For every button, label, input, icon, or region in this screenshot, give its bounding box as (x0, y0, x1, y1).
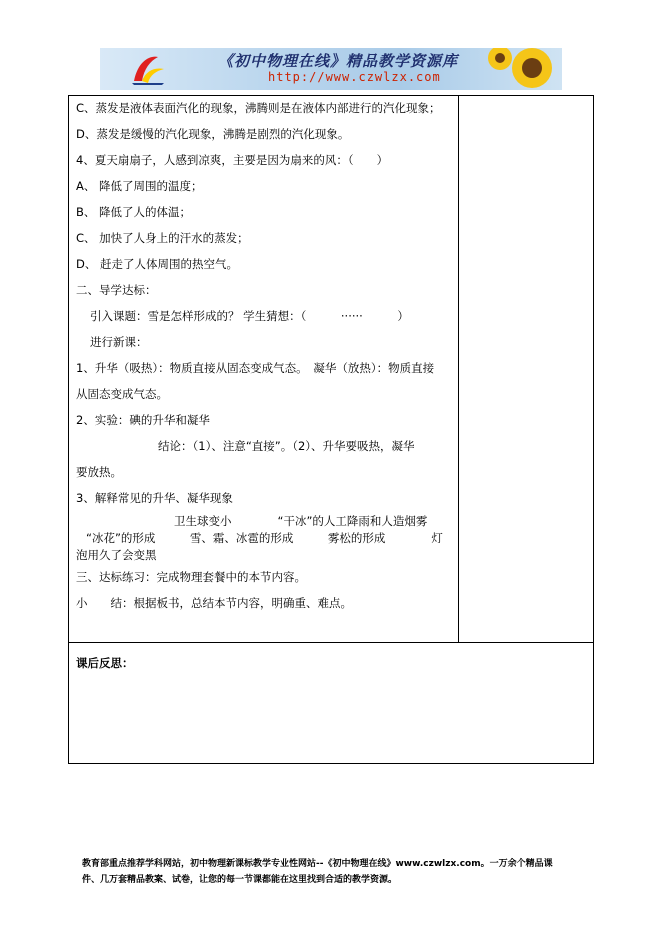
lesson-line: “冰花”的形成 雪、霜、冰雹的形成 雾松的形成 灯 (86, 531, 443, 545)
site-banner (100, 48, 562, 90)
site-logo-icon (128, 51, 168, 87)
row-divider (68, 642, 594, 643)
lesson-line: C、 加快了人身上的汗水的蒸发； (76, 231, 249, 245)
site-title: 《初中物理在线》精品教学资源库 (218, 52, 459, 70)
lesson-line: A、 降低了周围的温度； (76, 179, 203, 193)
lesson-line: D、蒸发是缓慢的汽化现象，沸腾是剧烈的汽化现象。 (76, 127, 350, 141)
lesson-line: 3、解释常见的升华、凝华现象 (76, 491, 233, 505)
lesson-line: 1、升华（吸热）：物质直接从固态变成气态。 凝华（放热）：物质直接 (76, 361, 435, 375)
lesson-line: B、 降低了人的体温； (76, 205, 192, 219)
lesson-line: 2、实验：碘的升华和凝华 (76, 413, 210, 427)
lesson-line: C、蒸发是液体表面汽化的现象，沸腾则是在液体内部进行的汽化现象； (76, 101, 441, 115)
lesson-line: 泡用久了会变黑 (76, 548, 157, 562)
lesson-line: 4、夏天扇扇子，人感到凉爽，主要是因为扇来的风：（ ） (76, 153, 389, 167)
lesson-line: D、 赶走了人体周围的热空气。 (76, 257, 239, 271)
footer-line: 件、几万套精品教案、试卷，让您的每一节课都能在这里找到合适的教学资源。 (82, 875, 398, 885)
lesson-line: 进行新课： (90, 335, 148, 349)
lesson-line: 小 结：根据板书，总结本节内容，明确重、难点。 (76, 596, 352, 610)
lesson-line: 引入课题：雪是怎样形成的？ 学生猜想：（ ······ ） (90, 309, 409, 323)
section-heading: 二、导学达标： (76, 283, 157, 297)
lesson-table (68, 95, 594, 764)
lesson-line: 要放热。 (76, 465, 122, 479)
lesson-line: 从固态变成气态。 (76, 387, 168, 401)
sunflower-icon (482, 48, 562, 90)
column-divider (458, 95, 459, 642)
lesson-line: 卫生球变小 “干冰”的人工降雨和人造烟雾 (174, 514, 428, 528)
section-heading: 三、达标练习：完成物理套餐中的本节内容。 (76, 570, 306, 584)
reflection-label: 课后反思： (76, 656, 134, 670)
footer-line: 教育部重点推荐学科网站，初中物理新课标教学专业性网站--《初中物理在线》www.czwlzx.com。一万余个精品课 (82, 859, 553, 869)
site-url[interactable]: http://www.czwlzx.com (268, 70, 441, 84)
lesson-line: 结论：（1）、注意“直接”。（2）、升华要吸热，凝华 (158, 439, 415, 453)
